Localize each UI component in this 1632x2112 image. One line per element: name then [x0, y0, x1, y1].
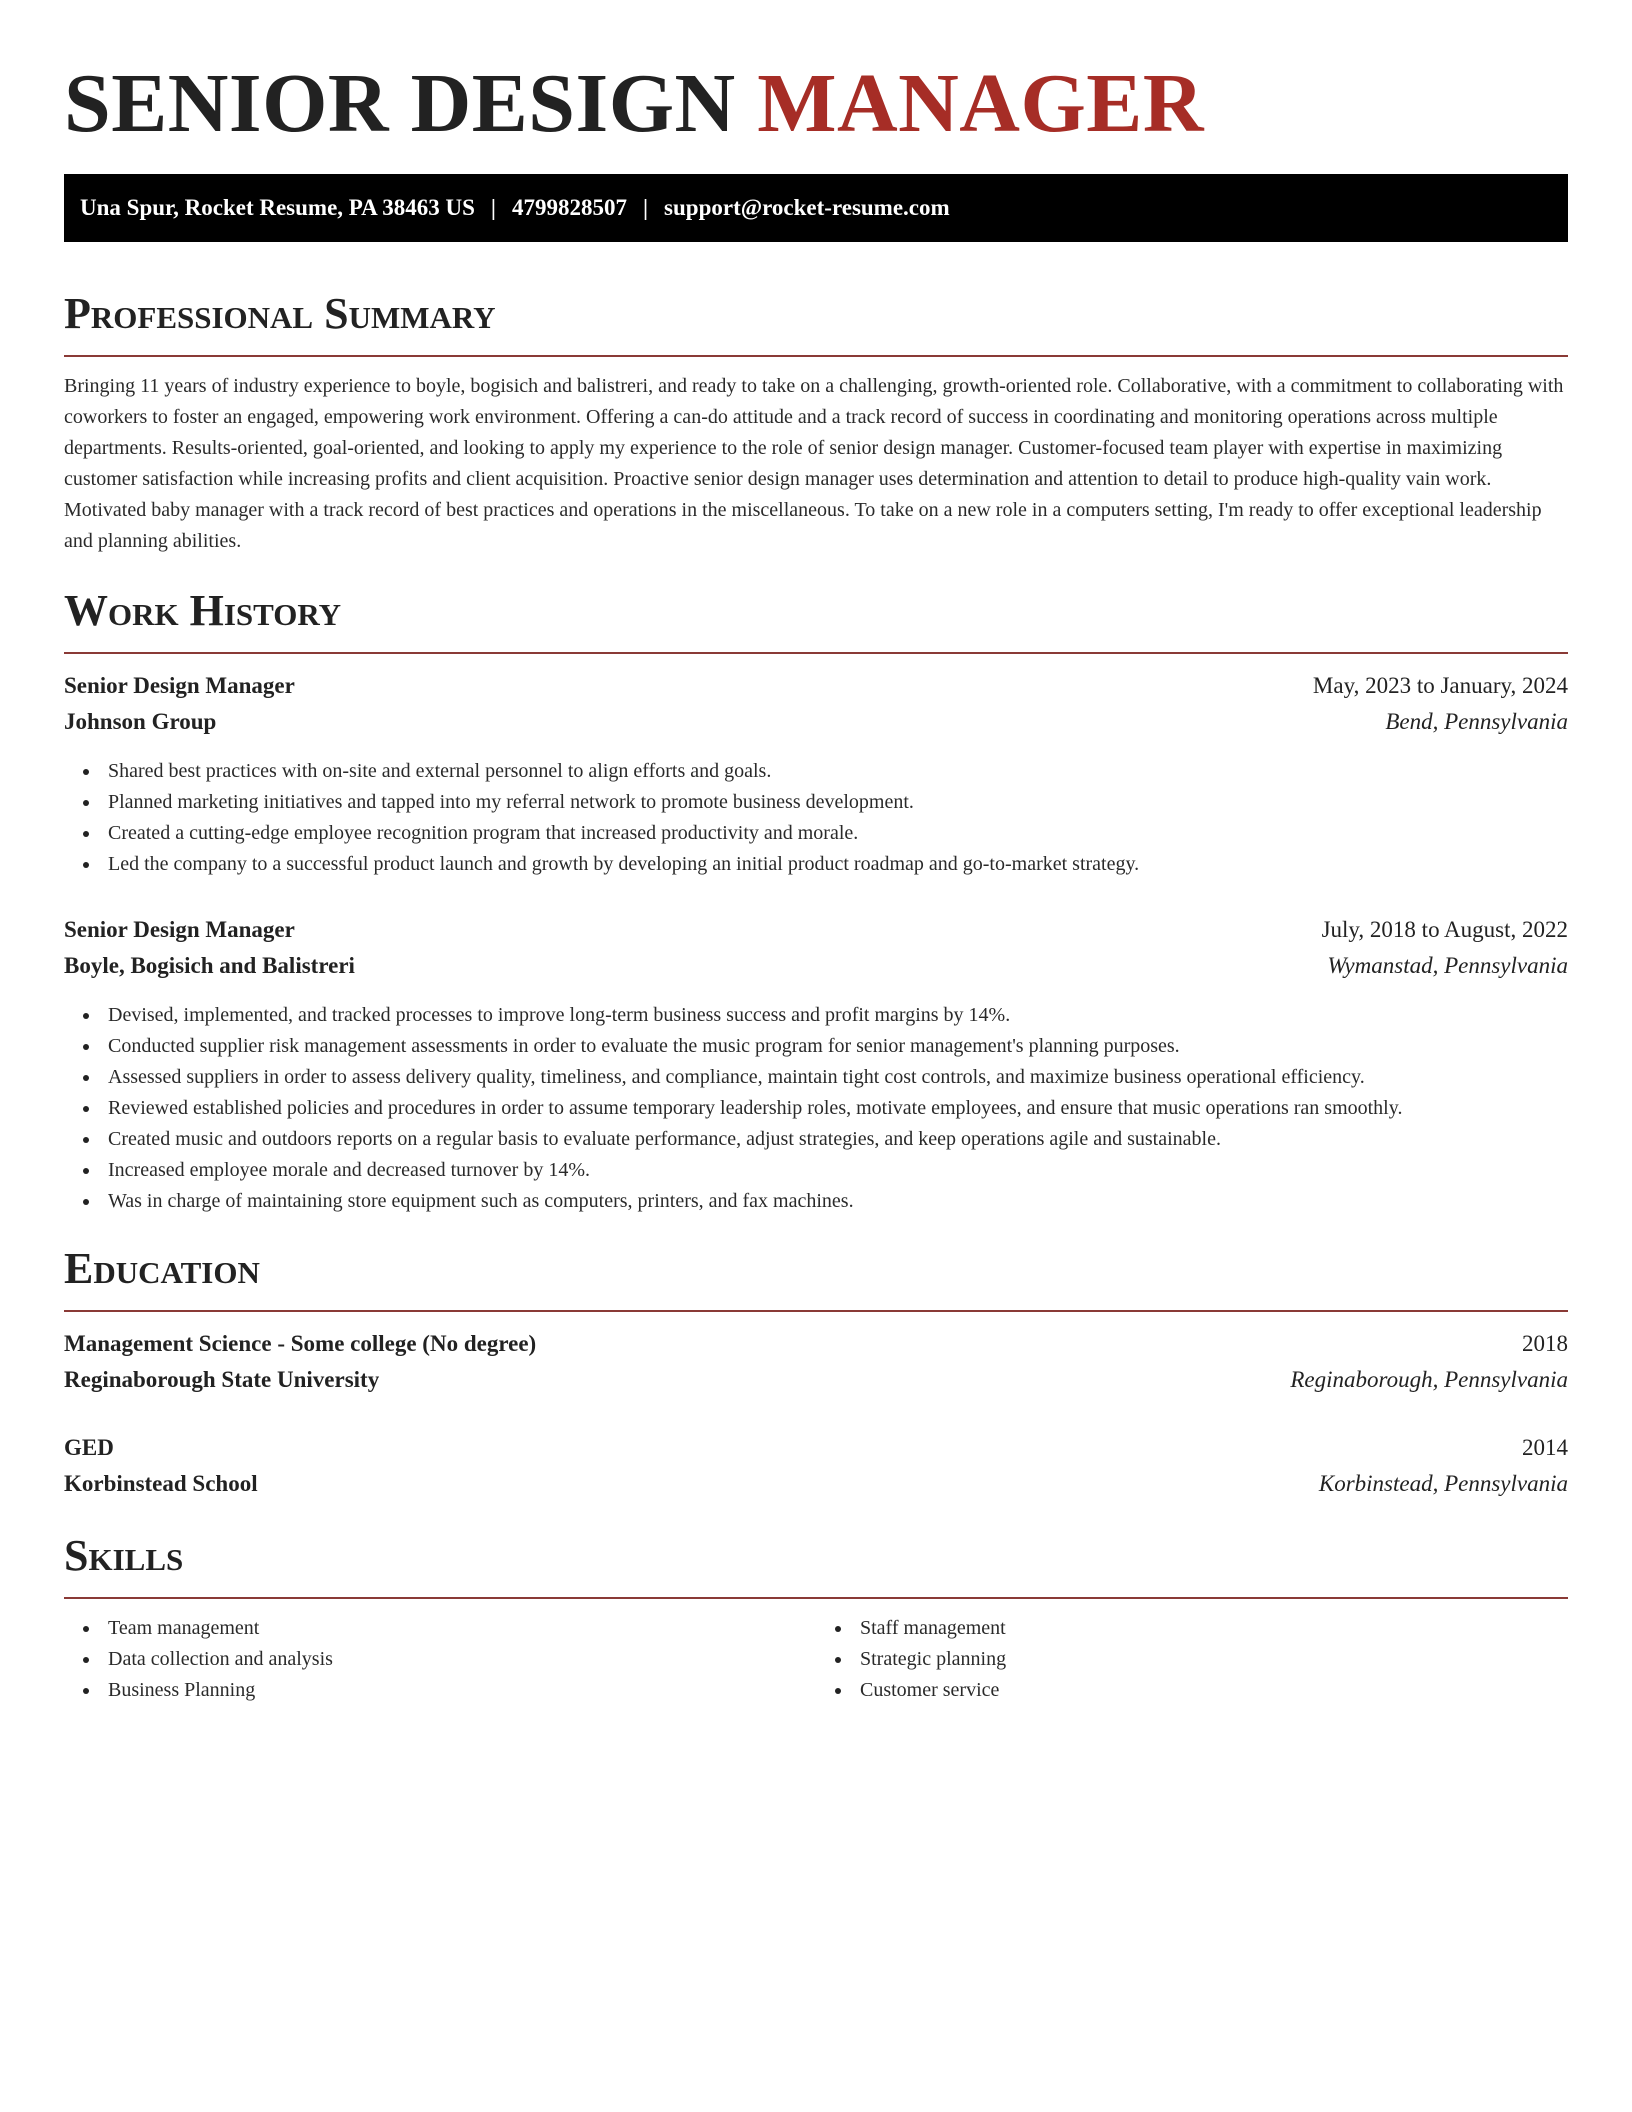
- job-header: [64, 668, 1568, 704]
- education-location: Reginaborough, Pennsylvania: [1290, 1367, 1568, 1392]
- job-entry: [64, 668, 1568, 880]
- skill-item: Business Planning: [108, 1675, 816, 1706]
- skills-list: [64, 1613, 816, 1706]
- list-item: Assessed suppliers in order to assess delivery quality, timeliness, and compliance, maintain tight cost controls, and maximize business operational efficiency.: [108, 1062, 1568, 1093]
- work-history-section: [64, 585, 1568, 1217]
- skill-item: Staff management: [860, 1613, 1568, 1644]
- skill-item: Team management: [108, 1613, 816, 1644]
- job-title: Senior Design Manager: [64, 673, 295, 698]
- skills-list: [816, 1613, 1568, 1706]
- education-school-row: [64, 1362, 1568, 1398]
- name-first: SENIOR DESIGN: [64, 57, 736, 150]
- skill-item: Customer service: [860, 1675, 1568, 1706]
- education-degree: Management Science - Some college (No degree): [64, 1331, 537, 1356]
- job-header: [64, 912, 1568, 948]
- education-section: [64, 1243, 1568, 1502]
- skill-item: Strategic planning: [860, 1644, 1568, 1675]
- name-last: MANAGER: [757, 57, 1204, 150]
- skills-column-right: [816, 1613, 1568, 1706]
- job-company: Johnson Group: [64, 709, 217, 734]
- education-header: [64, 1326, 1568, 1362]
- job-company: Boyle, Bogisich and Balistreri: [64, 953, 355, 978]
- education-entry: [64, 1326, 1568, 1398]
- job-location: Bend, Pennsylvania: [1385, 709, 1568, 734]
- education-entry: [64, 1430, 1568, 1502]
- job-bullets: [64, 756, 1568, 880]
- skills-grid: [64, 1613, 1568, 1706]
- job-title: Senior Design Manager: [64, 917, 295, 942]
- job-company-row: [64, 704, 1568, 740]
- section-title-education: Education: [64, 1244, 260, 1293]
- education-year: 2014: [1522, 1435, 1568, 1460]
- resume-name: [64, 0, 1568, 150]
- education-degree: GED: [64, 1435, 114, 1460]
- skill-item: Data collection and analysis: [108, 1644, 816, 1675]
- education-school: Reginaborough State University: [64, 1367, 380, 1392]
- contact-phone: 4799828507: [511, 195, 627, 220]
- skills-section: [64, 1530, 1568, 1706]
- skills-column-left: [64, 1613, 816, 1706]
- education-header: [64, 1430, 1568, 1466]
- summary-text: Bringing 11 years of industry experience to boyle, bogisich and balistreri, and ready to take on a challenging, growth-oriented role. Collaborative, with a commitment to collaborating with coworkers to foster an engaged, empowering work environment. Offering a can-do attitude and a track record of success in coordinating and monitoring operations across multiple departments. Results-oriented, goal-oriented, and looking to apply my experience to the role of senior design manager. Customer-focused team player with expertise in maximizing customer satisfaction while increasing profits and client acquisition. Proactive senior design manager uses determination and attention to detail to produce high-quality vain work. Motivated baby manager with a track record of best practices and operations in the miscellaneous. To take on a new role in a computers setting, I'm ready to offer exceptional leadership and planning abilities.: [64, 375, 1564, 552]
- section-divider: [64, 652, 1568, 654]
- list-item: Reviewed established policies and procedures in order to assume temporary leadership roles, motivate employees, and ensure that music operations ran smoothly.: [108, 1093, 1568, 1124]
- education-year: 2018: [1522, 1331, 1568, 1356]
- section-divider: [64, 1597, 1568, 1599]
- contact-address: Una Spur, Rocket Resume, PA 38463 US: [80, 195, 475, 220]
- list-item: Conducted supplier risk management assessments in order to evaluate the music program for senior management's planning purposes.: [108, 1031, 1568, 1062]
- contact-separator: |: [490, 195, 496, 220]
- education-school-row: [64, 1466, 1568, 1502]
- contact-separator: |: [642, 195, 649, 220]
- section-title-work-history: Work History: [64, 586, 342, 635]
- section-divider: [64, 355, 1568, 357]
- contact-email: support@rocket-resume.com: [664, 195, 950, 220]
- list-item: Shared best practices with on-site and external personnel to align efforts and goals.: [108, 756, 1568, 787]
- job-company-row: [64, 948, 1568, 984]
- contact-bar: [64, 174, 1568, 242]
- list-item: Led the company to a successful product launch and growth by developing an initial product roadmap and go-to-market strategy.: [108, 849, 1568, 880]
- summary-section: [64, 288, 1568, 557]
- list-item: Created a cutting-edge employee recognition program that increased productivity and morale.: [108, 818, 1568, 849]
- section-divider: [64, 1310, 1568, 1312]
- job-dates: July, 2018 to August, 2022: [1321, 917, 1568, 942]
- education-location: Korbinstead, Pennsylvania: [1318, 1471, 1568, 1496]
- section-title-summary: Professional Summary: [64, 289, 496, 338]
- job-location: Wymanstad, Pennsylvania: [1327, 953, 1568, 978]
- list-item: Was in charge of maintaining store equipment such as computers, printers, and fax machines.: [108, 1186, 1568, 1217]
- job-entry: [64, 912, 1568, 1217]
- job-bullets: [64, 1000, 1568, 1217]
- education-school: Korbinstead School: [64, 1471, 258, 1496]
- list-item: Planned marketing initiatives and tapped into my referral network to promote business development.: [108, 787, 1568, 818]
- section-title-skills: Skills: [64, 1531, 184, 1580]
- list-item: Increased employee morale and decreased turnover by 14%.: [108, 1155, 1568, 1186]
- list-item: Devised, implemented, and tracked processes to improve long-term business success and profit margins by 14%.: [108, 1000, 1568, 1031]
- list-item: Created music and outdoors reports on a regular basis to evaluate performance, adjust strategies, and keep operations agile and sustainable.: [108, 1124, 1568, 1155]
- job-dates: May, 2023 to January, 2024: [1312, 673, 1568, 698]
